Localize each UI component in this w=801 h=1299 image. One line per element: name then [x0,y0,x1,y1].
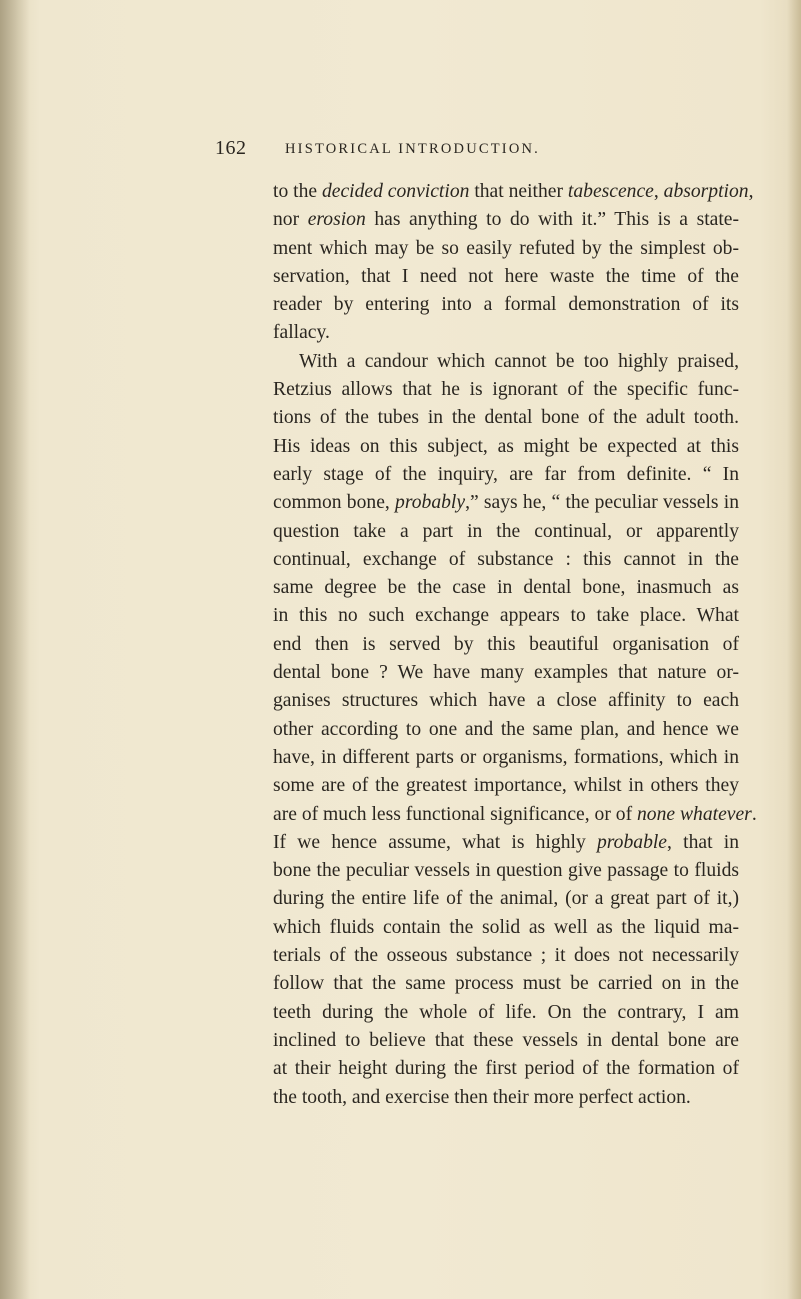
text-line [273,885,739,913]
text-run: end then is served by this beautiful organisation of [273,633,739,655]
text-line [273,1027,739,1055]
text-line [273,319,739,347]
text-run: teeth during the whole of life. On the contrary, I am [273,1001,739,1023]
text-line [273,772,739,800]
running-head: HISTORICAL INTRODUCTION. [285,141,540,157]
text-line [273,716,739,744]
text-run: fallacy. [273,322,330,344]
text-run: tions of the tubes in the dental bone of the adult tooth. [273,407,739,429]
text-run: at their height during the first period of the formation of [273,1058,739,1080]
page-header [215,137,735,165]
text-run: If we hence assume, what is highly [273,831,597,853]
text-line [273,348,739,376]
text-run: . [751,803,757,825]
text-line [273,999,739,1027]
text-run: continual, exchange of substance : this cannot in the [273,548,739,570]
text-run: , [748,181,754,202]
text-run: ganises structures which have a close affinity to each [273,690,739,712]
text-line [273,235,739,263]
text-line [273,489,739,517]
text-run: some are of the greatest importance, whilst in others they [273,775,739,797]
italic-text-run: probable [596,831,668,853]
text-run: ment which may be so easily refuted by the simplest ob- [273,237,739,259]
spine-shadow [0,0,30,1299]
text-run: that neither [469,181,568,202]
text-line [273,942,739,970]
text-line [273,970,739,998]
text-line [273,206,739,234]
text-line [273,263,739,291]
text-line [273,829,739,857]
text-line [273,631,739,659]
text-run: terials of the osseous substance ; it does not necessarily [273,945,739,967]
text-run: follow that the same process must be carried on in the [273,973,739,995]
text-line [273,433,739,461]
text-run: common bone, [273,492,396,514]
text-line [273,178,754,206]
text-line [273,376,739,404]
text-line [273,291,739,319]
text-run: has anything to do with it.” This is a state- [365,209,739,231]
italic-text-run: erosion [307,209,366,231]
text-run: during the entire life of the animal, (or a great part of it,) [273,888,739,910]
text-run: , [653,181,664,202]
text-line [273,914,739,942]
text-run: With a candour which cannot be too highly praised, [299,350,739,372]
text-run: have, in different parts or organisms, formations, which in [273,746,739,768]
text-run: early stage of the inquiry, are far from definite. “ In [273,463,739,485]
text-run: the tooth, and exercise then their more perfect action. [273,1086,691,1108]
text-run: His ideas on this subject, as might be expected at this [273,435,739,457]
text-run: in this no such exchange appears to take place. What [273,605,739,627]
text-line [273,801,757,829]
text-line [273,546,739,574]
text-line [273,602,739,630]
text-line [273,857,739,885]
text-run: same degree be the case in dental bone, inasmuch as [273,577,739,599]
text-line [273,404,739,432]
italic-text-run: probably [395,492,466,514]
body-text [273,178,757,1112]
text-line [273,461,739,489]
text-line [273,518,739,546]
text-line [273,574,739,602]
text-run: are of much less functional significance, or of [273,803,637,825]
text-run: bone the peculiar vessels in question give passage to fluids [273,860,739,882]
text-run: question take a part in the continual, or apparently [273,520,739,542]
text-run: to the [273,181,322,202]
italic-text-run: tabescence [567,181,654,202]
text-line [273,687,739,715]
page-number: 162 [215,137,247,159]
text-line [273,1055,739,1083]
text-run: ,” says he, “ the peculiar vessels in [465,492,739,514]
text-run: , that in [667,831,739,853]
italic-text-run: none whatever [637,803,752,825]
text-run: inclined to believe that these vessels in dental bone are [273,1029,739,1051]
italic-text-run: absorption [663,181,749,202]
text-run: Retzius allows that he is ignorant of the specific func- [273,379,739,401]
text-run: reader by entering into a formal demonstration of its [273,294,739,316]
text-line [273,744,739,772]
text-run: other according to one and the same plan, and hence we [273,718,739,740]
text-run: servation, that I need not here waste the time of the [273,265,739,287]
page-edge [787,0,801,1299]
text-run: which fluids contain the solid as well as the liquid ma- [273,916,739,938]
italic-text-run: decided conviction [321,181,470,202]
text-line [273,1084,739,1112]
text-line [273,659,739,687]
text-run: nor [273,209,308,231]
text-run: dental bone ? We have many examples that nature or- [273,662,739,684]
